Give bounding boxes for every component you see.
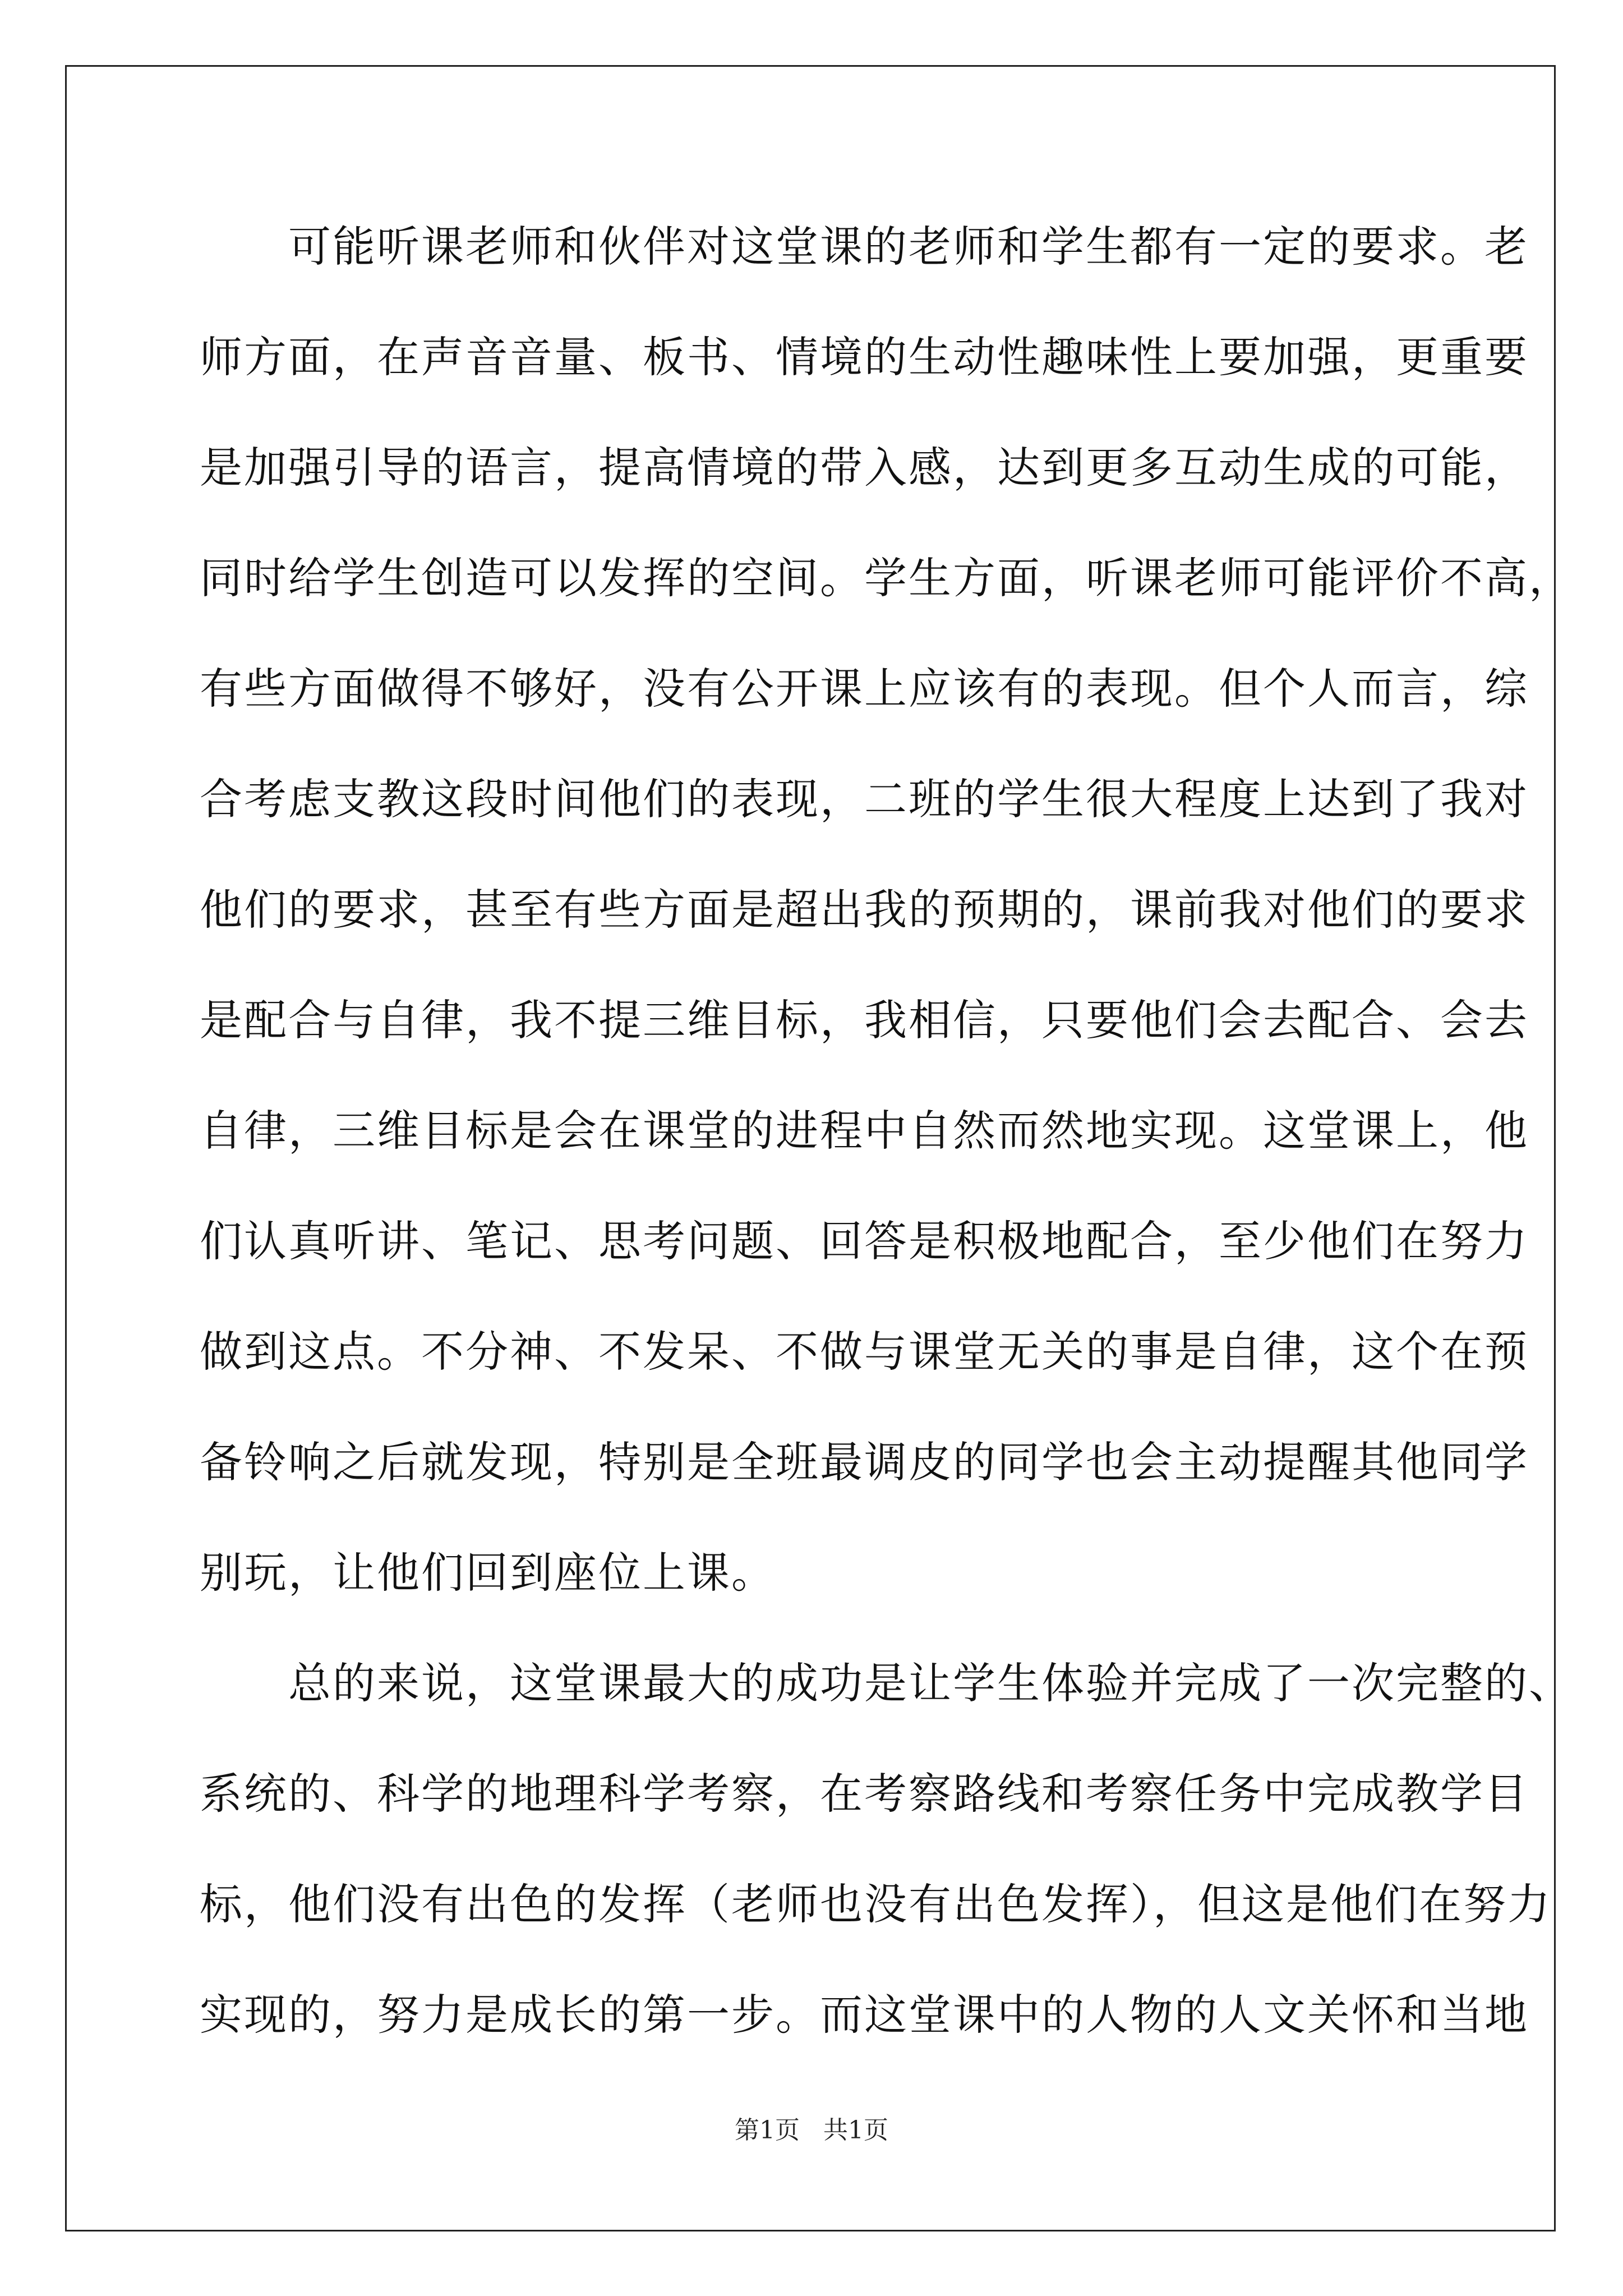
- paragraph-line: 是加强引导的语言，提高情境的带入感，达到更多互动生成的可能，: [200, 443, 1529, 493]
- paragraph-line: 同时给学生创造可以发挥的空间。学生方面，听课老师可能评价不高，: [200, 553, 1573, 603]
- page-total: 共1页: [823, 2116, 888, 2145]
- paragraph-line: 可能听课老师和伙伴对这堂课的老师和学生都有一定的要求。老: [200, 222, 1529, 272]
- page-number: 第1页: [735, 2116, 800, 2145]
- paragraph-line: 备铃响之后就发现，特别是全班最调皮的同学也会主动提醒其他同学: [200, 1437, 1529, 1487]
- paragraph-line: 他们的要求，甚至有些方面是超出我的预期的，课前我对他们的要求: [200, 885, 1529, 935]
- paragraph-line: 自律，三维目标是会在课堂的进程中自然而然地实现。这堂课上，他: [200, 1106, 1529, 1156]
- paragraph-line: 总的来说，这堂课最大的成功是让学生体验并完成了一次完整的、: [200, 1658, 1573, 1708]
- paragraph-line: 系统的、科学的地理科学考察，在考察路线和考察任务中完成教学目: [200, 1769, 1529, 1819]
- paragraph-line: 别玩，让他们回到座位上课。: [200, 1548, 776, 1598]
- paragraph-line: 们认真听讲、笔记、思考问题、回答是积极地配合，至少他们在努力: [200, 1216, 1529, 1266]
- paragraph-line: 师方面，在声音音量、板书、情境的生动性趣味性上要加强，更重要: [200, 332, 1529, 382]
- paragraph-line: 合考虑支教这段时间他们的表现，二班的学生很大程度上达到了我对: [200, 774, 1529, 824]
- paragraph-line: 是配合与自律，我不提三维目标，我相信，只要他们会去配合、会去: [200, 995, 1529, 1045]
- paragraph-line: 实现的，努力是成长的第一步。而这堂课中的人物的人文关怀和当地: [200, 1990, 1529, 2040]
- paragraph-line: 有些方面做得不够好，没有公开课上应该有的表现。但个人而言，综: [200, 664, 1529, 714]
- paragraph-line: 标，他们没有出色的发挥（老师也没有出色发挥），但这是他们在努力: [200, 1879, 1552, 1929]
- page-footer: [0, 2114, 1623, 2147]
- paragraph-line: 做到这点。不分神、不发呆、不做与课堂无关的事是自律，这个在预: [200, 1327, 1529, 1377]
